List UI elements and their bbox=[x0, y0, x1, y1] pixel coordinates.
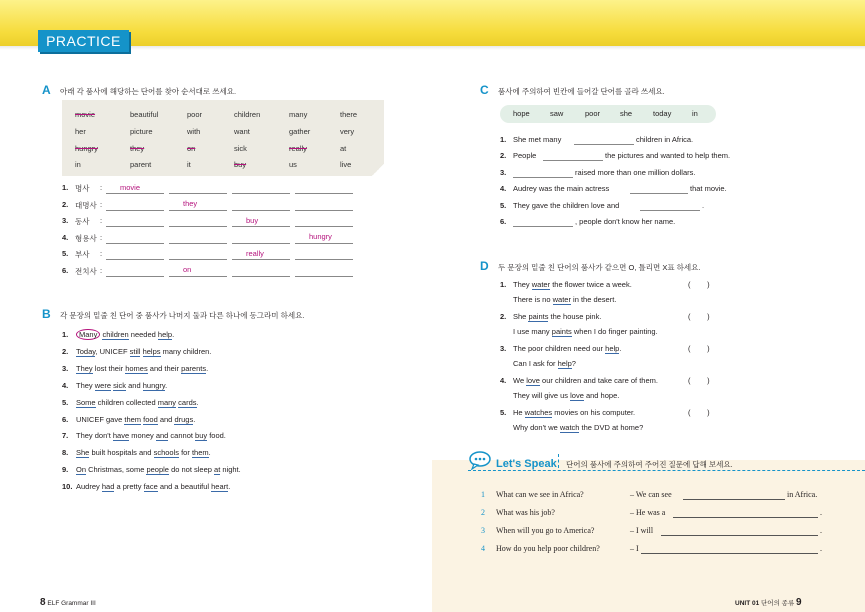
sentence-end: children in Africa. bbox=[636, 135, 694, 144]
answer-start: – I bbox=[630, 544, 639, 553]
sentence-text: many children. bbox=[160, 346, 212, 356]
sentence-text: . bbox=[193, 414, 196, 424]
answer-blank[interactable] bbox=[295, 193, 353, 194]
sentence-number: 6. bbox=[500, 217, 507, 226]
section-c-letter: C bbox=[480, 83, 489, 97]
underlined-word: water bbox=[552, 294, 571, 304]
sentence-text: in the desert. bbox=[570, 294, 617, 304]
word-1-1: picture bbox=[130, 127, 153, 136]
underlined-word: help bbox=[157, 330, 173, 339]
sentence-text: and bbox=[157, 414, 175, 424]
answer-blank[interactable] bbox=[106, 243, 164, 244]
sentence-number: 9. bbox=[62, 465, 69, 475]
item-number: 1. bbox=[500, 280, 507, 289]
answer-parentheses[interactable]: ( ) bbox=[688, 312, 710, 321]
lets-speak-dashed-line bbox=[468, 470, 865, 471]
sentence-start: Audrey was the main actress bbox=[513, 184, 610, 194]
sentence-text: I use many bbox=[513, 326, 552, 336]
sentence-number: 5. bbox=[500, 200, 507, 210]
fill-blank[interactable] bbox=[513, 226, 573, 227]
underlined-word: hungry bbox=[142, 380, 166, 390]
answer-blank[interactable] bbox=[641, 553, 818, 554]
sentence-text: Can I ask for bbox=[513, 358, 558, 368]
right-page-number: 9 bbox=[796, 597, 802, 608]
answer-end: in Africa. bbox=[787, 490, 818, 499]
underlined-word: people bbox=[146, 465, 169, 475]
sentence-number: 4. bbox=[500, 184, 507, 194]
footer-right bbox=[735, 597, 802, 608]
speech-bubble-icon bbox=[468, 450, 492, 470]
answer-parentheses[interactable]: ( ) bbox=[688, 376, 710, 385]
answer-label: 동사 bbox=[75, 217, 90, 226]
fill-blank[interactable] bbox=[640, 210, 700, 211]
section-b-title: 각 문장의 밑줄 친 단어 중 품사가 나머지 둘과 다른 하나에 동그라미 하세요. bbox=[60, 311, 305, 320]
answer-end: . bbox=[820, 526, 822, 535]
sentence-line bbox=[513, 359, 576, 368]
sentence-start: They gave the children love and bbox=[513, 200, 620, 210]
answer-parentheses[interactable]: ( ) bbox=[688, 344, 710, 353]
book-title: ELF Grammar III bbox=[47, 600, 96, 607]
word-3-2: it bbox=[187, 160, 191, 169]
unit-title: 단어의 종류 bbox=[761, 600, 795, 607]
lets-speak-divider bbox=[558, 454, 559, 468]
sentence-text: for bbox=[179, 448, 192, 458]
sentence-number: 3. bbox=[62, 363, 69, 373]
sentence-text: . bbox=[165, 380, 168, 390]
underlined-word: homes bbox=[125, 363, 148, 373]
word-2-2: on bbox=[187, 144, 196, 153]
underlined-word: parents bbox=[181, 363, 207, 373]
word-1-5: very bbox=[340, 127, 355, 136]
sentence-6 bbox=[76, 415, 195, 424]
underlined-word: On bbox=[76, 465, 87, 475]
answer-blank[interactable] bbox=[169, 276, 227, 277]
word-3-5: live bbox=[340, 160, 352, 169]
underlined-word: them bbox=[124, 414, 142, 424]
sentence-text: children collected bbox=[95, 397, 158, 407]
sentence-text: when I do finger painting. bbox=[571, 326, 658, 336]
sentence-end: , people don't know her name. bbox=[575, 217, 676, 226]
answer-start: – We can see bbox=[630, 490, 672, 499]
word-1-0: her bbox=[75, 127, 86, 136]
bank-word: she bbox=[620, 109, 633, 118]
word-0-3: children bbox=[234, 110, 261, 119]
answer-blank[interactable] bbox=[673, 517, 818, 518]
answer-number: 2. bbox=[62, 199, 69, 209]
answer-blank[interactable] bbox=[232, 210, 290, 211]
left-page-number: 8 bbox=[40, 597, 46, 608]
word-2-0: hungry bbox=[75, 144, 98, 153]
answer-4: hungry bbox=[309, 232, 332, 241]
underlined-word: helps bbox=[142, 346, 161, 356]
word-2-4: really bbox=[289, 144, 307, 153]
section-d-title: 두 문장의 밑줄 친 단어의 품사가 같으면 O, 틀리면 X표 하세요. bbox=[498, 263, 701, 272]
underlined-word: drugs bbox=[174, 414, 194, 424]
sentence-end: . bbox=[702, 200, 705, 210]
lets-speak-background bbox=[432, 460, 865, 612]
sentence-end: raised more than one million dollars. bbox=[575, 167, 696, 177]
word-box-fold bbox=[372, 164, 384, 176]
top-banner bbox=[0, 0, 865, 46]
item-number: 3. bbox=[500, 344, 507, 353]
underlined-word: Today bbox=[76, 346, 96, 356]
answer-colon: : bbox=[100, 232, 103, 242]
underlined-word: and bbox=[155, 431, 169, 441]
sentence-3 bbox=[76, 364, 208, 373]
answer-blank[interactable] bbox=[106, 226, 164, 227]
answer-label: 형용사 bbox=[75, 233, 97, 243]
item-number: 2. bbox=[500, 312, 507, 321]
question-number: 2 bbox=[481, 508, 485, 517]
sentence-text: the DVD at home? bbox=[579, 422, 644, 432]
sentence-text: . bbox=[196, 397, 199, 407]
underlined-word: at bbox=[214, 465, 221, 475]
sentence-text: the house pink. bbox=[548, 312, 602, 321]
sentence-text: and their bbox=[147, 363, 182, 373]
underlined-word: She bbox=[76, 448, 90, 458]
word-3-1: parent bbox=[130, 160, 152, 169]
practice-label: PRACTICE bbox=[38, 30, 129, 52]
sentence-text: Audrey bbox=[76, 482, 102, 492]
underlined-word: They bbox=[76, 363, 93, 373]
answer-number: 5. bbox=[62, 249, 69, 258]
lets-speak-title: Let's Speak bbox=[496, 458, 557, 470]
sentence-number: 6. bbox=[62, 414, 69, 424]
answer-label: 전치사 bbox=[75, 266, 97, 276]
sentence-number: 2. bbox=[500, 151, 507, 161]
sentence-text: Why don't we bbox=[513, 422, 560, 432]
sentence-text: and bbox=[126, 380, 143, 390]
answer-2: they bbox=[183, 199, 198, 208]
sentence-number: 1. bbox=[62, 330, 69, 339]
question-number: 1 bbox=[481, 490, 485, 499]
banner-shadow bbox=[0, 46, 865, 50]
sentence-text: ? bbox=[571, 358, 576, 368]
fill-blank[interactable] bbox=[630, 193, 688, 194]
answer-blank[interactable] bbox=[295, 259, 353, 260]
sentence-line bbox=[513, 280, 632, 289]
sentence-text: food. bbox=[207, 431, 226, 441]
fill-blank[interactable] bbox=[543, 160, 603, 161]
sentence-text: needed bbox=[128, 330, 158, 339]
answer-blank[interactable] bbox=[661, 535, 818, 536]
sentence-number: 5. bbox=[62, 397, 69, 407]
sentence-text: built hospitals and bbox=[89, 448, 154, 458]
sentence-text: We bbox=[513, 376, 527, 385]
underlined-word: paints bbox=[528, 312, 549, 321]
answer-6: on bbox=[183, 265, 192, 274]
answer-blank[interactable] bbox=[106, 210, 164, 211]
sentence-text: . bbox=[208, 448, 211, 458]
sentence-text: They don't bbox=[76, 431, 113, 441]
section-b-letter: B bbox=[42, 307, 51, 321]
underlined-word: love bbox=[570, 390, 584, 400]
sentence-text: They bbox=[76, 380, 95, 390]
sentence-text: UNICEF gave bbox=[76, 414, 125, 424]
sentence-text: . bbox=[172, 330, 175, 339]
sentence-text: movies on his computer. bbox=[552, 408, 636, 417]
sentence-text: and a beautiful bbox=[157, 482, 212, 492]
word-3-0: in bbox=[75, 160, 81, 169]
underlined-word: heart bbox=[211, 482, 229, 492]
sentence-text: They will give us bbox=[513, 390, 571, 400]
answer-blank[interactable] bbox=[232, 259, 290, 260]
answer-blank[interactable] bbox=[232, 243, 290, 244]
answer-label: 대명사 bbox=[75, 200, 97, 210]
answer-1: movie bbox=[120, 182, 141, 192]
question-text: What was his job? bbox=[496, 508, 555, 517]
sentence-text: He bbox=[513, 408, 525, 417]
underlined-word: were bbox=[94, 380, 112, 390]
sentence-text: Christmas, some bbox=[86, 465, 147, 475]
underlined-word: have bbox=[112, 431, 130, 441]
underlined-word: sick bbox=[113, 380, 127, 390]
question-number: 3 bbox=[481, 526, 485, 535]
fill-blank[interactable] bbox=[574, 144, 634, 145]
sentence-8 bbox=[76, 448, 211, 457]
bank-word: in bbox=[692, 109, 698, 118]
answer-number: 1. bbox=[62, 183, 69, 192]
answer-start: – I will bbox=[630, 526, 654, 535]
sentence-number: 4. bbox=[62, 380, 69, 390]
sentence-text: lost their bbox=[92, 363, 126, 373]
sentence-text: our children and take care of them. bbox=[539, 376, 658, 385]
underlined-word: food bbox=[143, 414, 158, 424]
word-box bbox=[62, 100, 384, 176]
answer-blank[interactable] bbox=[683, 499, 785, 500]
bank-word: saw bbox=[550, 109, 564, 118]
section-a-title: 아래 각 품사에 해당하는 단어를 찾아 순서대로 쓰세요. bbox=[60, 87, 237, 96]
answer-colon: : bbox=[100, 216, 103, 225]
underlined-word: Many bbox=[76, 329, 100, 340]
sentence-1 bbox=[76, 330, 174, 339]
sentence-10 bbox=[76, 482, 230, 491]
section-d-letter: D bbox=[480, 259, 489, 273]
answer-label: 명사 bbox=[75, 184, 90, 193]
sentence-text: a pretty bbox=[114, 482, 144, 492]
underlined-word: had bbox=[101, 482, 115, 492]
sentence-line bbox=[513, 312, 601, 321]
sentence-text: They bbox=[513, 280, 532, 289]
sentence-line bbox=[513, 408, 635, 417]
underlined-word: buy bbox=[195, 431, 208, 441]
word-1-3: want bbox=[234, 127, 250, 136]
word-1-2: with bbox=[187, 127, 201, 136]
underlined-word: help bbox=[605, 344, 620, 353]
answer-end: . bbox=[820, 508, 822, 517]
answer-3: buy bbox=[246, 215, 259, 225]
sentence-9 bbox=[76, 465, 241, 474]
answer-parentheses[interactable]: ( ) bbox=[688, 408, 710, 417]
answer-blank[interactable] bbox=[106, 259, 164, 260]
question-text: When will you go to America? bbox=[496, 526, 595, 535]
answer-blank[interactable] bbox=[232, 276, 290, 277]
answer-blank[interactable] bbox=[106, 193, 164, 194]
answer-blank[interactable] bbox=[295, 226, 353, 227]
word-0-2: poor bbox=[187, 110, 203, 119]
answer-blank[interactable] bbox=[169, 210, 227, 211]
word-0-5: there bbox=[340, 110, 358, 119]
answer-colon: : bbox=[100, 183, 103, 192]
answer-parentheses[interactable]: ( ) bbox=[688, 280, 710, 289]
underlined-word: children bbox=[102, 330, 129, 339]
bank-word: poor bbox=[585, 109, 601, 118]
section-a-letter: A bbox=[42, 83, 51, 97]
answer-blank[interactable] bbox=[169, 193, 227, 194]
word-1-4: gather bbox=[289, 127, 311, 136]
sentence-line bbox=[513, 391, 619, 400]
word-2-3: sick bbox=[234, 144, 247, 153]
sentence-4 bbox=[76, 381, 167, 390]
sentence-text: The poor children need our bbox=[513, 344, 606, 353]
question-text: What can we see in Africa? bbox=[496, 490, 584, 499]
answer-5: really bbox=[246, 248, 264, 258]
sentence-number: 10. bbox=[62, 482, 73, 492]
underlined-word: water bbox=[531, 280, 551, 289]
sentence-number: 3. bbox=[500, 167, 507, 177]
word-0-4: many bbox=[289, 110, 308, 119]
underlined-word: face bbox=[143, 482, 158, 492]
item-number: 4. bbox=[500, 376, 507, 385]
answer-blank[interactable] bbox=[295, 243, 353, 244]
answer-number: 6. bbox=[62, 265, 69, 275]
answer-colon: : bbox=[100, 249, 103, 258]
underlined-word: them bbox=[191, 448, 209, 458]
sentence-number: 8. bbox=[62, 448, 69, 458]
word-2-1: they bbox=[130, 144, 145, 153]
underlined-word: love bbox=[526, 376, 540, 385]
question-text: How do you help poor children? bbox=[496, 544, 600, 553]
lets-speak-instruction: 단어의 품사에 주의하여 주어진 질문에 답해 보세요. bbox=[566, 460, 733, 469]
underlined-word: Some bbox=[76, 397, 96, 407]
underlined-word: help bbox=[557, 358, 572, 368]
word-0-1: beautiful bbox=[130, 110, 159, 119]
sentence-line bbox=[513, 423, 643, 432]
answer-blank[interactable] bbox=[295, 276, 353, 277]
sentence-line bbox=[513, 327, 658, 336]
word-0-0: movie bbox=[75, 110, 96, 119]
unit-label: UNIT 01 bbox=[735, 600, 760, 607]
sentence-2 bbox=[76, 347, 211, 356]
answer-end: . bbox=[820, 544, 822, 553]
answer-blank[interactable] bbox=[232, 226, 290, 227]
underlined-word: many bbox=[157, 397, 177, 407]
fill-blank[interactable] bbox=[513, 177, 573, 178]
bank-word: hope bbox=[513, 109, 530, 118]
sentence-text: She bbox=[513, 312, 529, 321]
answer-number: 3. bbox=[62, 216, 69, 225]
sentence-number: 1. bbox=[500, 135, 507, 144]
answer-number: 4. bbox=[62, 232, 69, 242]
word-2-5: at bbox=[340, 144, 347, 153]
sentence-line bbox=[513, 295, 616, 304]
item-number: 5. bbox=[500, 408, 507, 417]
sentence-7 bbox=[76, 431, 226, 440]
bank-word: today bbox=[653, 109, 672, 118]
word-3-3: buy bbox=[234, 160, 247, 169]
sentence-text: . bbox=[206, 363, 209, 373]
sentence-text: . bbox=[619, 344, 622, 353]
answer-blank[interactable] bbox=[169, 259, 227, 260]
answer-blank[interactable] bbox=[295, 210, 353, 211]
underlined-word: schools bbox=[153, 448, 180, 458]
answer-blank[interactable] bbox=[169, 243, 227, 244]
sentence-end: the pictures and wanted to help them. bbox=[605, 151, 731, 161]
sentence-line bbox=[513, 344, 621, 353]
sentence-line bbox=[513, 376, 658, 385]
answer-colon: : bbox=[100, 265, 103, 275]
underlined-word: paints bbox=[551, 326, 572, 336]
underlined-word: watch bbox=[559, 422, 580, 432]
answer-blank[interactable] bbox=[106, 276, 164, 277]
sentence-text: money bbox=[129, 431, 156, 441]
sentence-5 bbox=[76, 398, 199, 407]
sentence-text: , UNICEF bbox=[95, 346, 130, 356]
sentence-text: the flower twice a week. bbox=[550, 280, 632, 289]
sentence-number: 2. bbox=[62, 346, 69, 356]
sentence-text: night. bbox=[220, 465, 241, 475]
sentence-number: 7. bbox=[62, 431, 69, 441]
answer-label: 부사 bbox=[75, 250, 90, 259]
sentence-text: do not sleep bbox=[168, 465, 215, 475]
sentence-start: People bbox=[513, 151, 537, 161]
underlined-word: still bbox=[129, 346, 141, 356]
answer-blank[interactable] bbox=[169, 226, 227, 227]
answer-colon: : bbox=[100, 199, 103, 209]
sentence-text: . bbox=[228, 482, 231, 492]
section-c-title: 품사에 주의하여 빈칸에 들어갈 단어를 골라 쓰세요. bbox=[498, 87, 665, 96]
answer-blank[interactable] bbox=[232, 193, 290, 194]
sentence-text: and hope. bbox=[583, 390, 620, 400]
underlined-word: watches bbox=[524, 408, 553, 417]
footer-left bbox=[40, 597, 96, 608]
sentence-start: She met many bbox=[513, 135, 562, 144]
word-bank bbox=[500, 105, 716, 123]
answer-start: – He was a bbox=[630, 508, 666, 517]
underlined-word: cards bbox=[178, 397, 197, 407]
question-number: 4 bbox=[481, 544, 485, 553]
sentence-end: that movie. bbox=[690, 184, 727, 194]
sentence-text: There is no bbox=[513, 294, 553, 304]
word-3-4: us bbox=[289, 160, 297, 169]
sentence-text: cannot bbox=[168, 431, 196, 441]
